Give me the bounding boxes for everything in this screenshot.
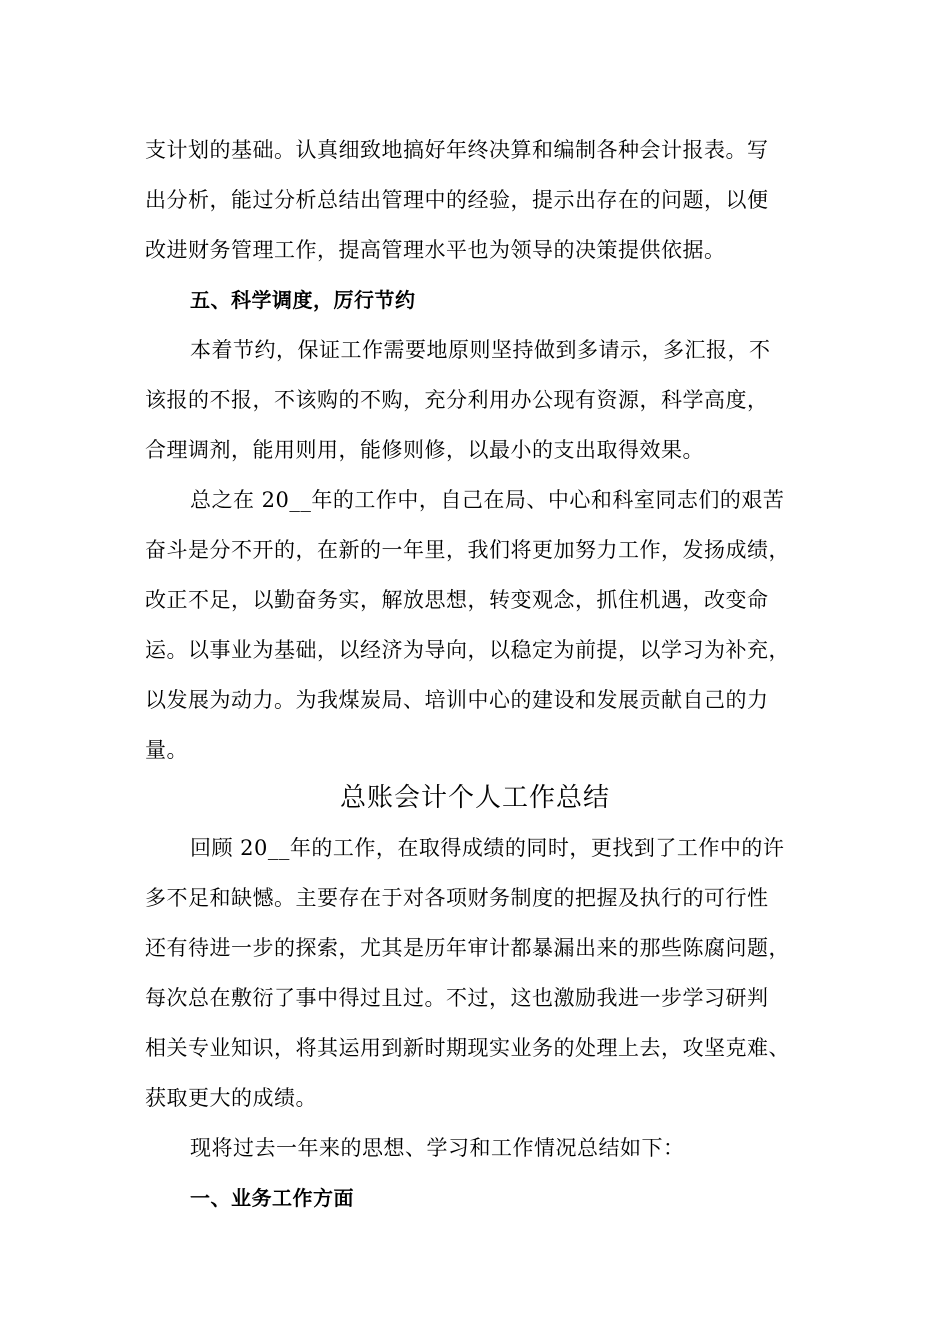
text-line: 现将过去一年来的思想、学习和工作情况总结如下： — [190, 1136, 685, 1160]
text-line: 多不足和缺憾。主要存在于对各项财务制度的把握及执行的可行性 — [145, 886, 769, 910]
text-line: 每次总在敷衍了事中得过且过。不过，这也激励我进一步学习研判 — [145, 986, 769, 1010]
text-line: 以发展为动力。为我煤炭局、培训中心的建设和发展贡献自己的力 — [145, 688, 769, 712]
section-heading: 五、科学调度，厉行节约 — [190, 288, 416, 312]
text-line: 改正不足，以勤奋务实，解放思想，转变观念，抓住机遇，改变命 — [145, 588, 769, 612]
text-line: 还有待进一步的探索，尤其是历年审计都暴漏出来的那些陈腐问题， — [145, 936, 790, 960]
text-line: 支计划的基础。认真细致地搞好年终决算和编制各种会计报表。写 — [145, 138, 769, 162]
text-line: 出分析，能过分析总结出管理中的经验，提示出存在的问题，以便 — [145, 188, 769, 212]
text-line: 量。 — [145, 738, 188, 762]
text-line: 奋斗是分不开的，在新的一年里，我们将更加努力工作，发扬成绩， — [145, 538, 790, 562]
document-title: 总账会计个人工作总结 — [339, 783, 610, 813]
section-heading: 一、业务工作方面 — [190, 1186, 354, 1210]
text-line: 获取更大的成绩。 — [145, 1086, 317, 1110]
text-line: 合理调剂，能用则用，能修则修，以最小的支出取得效果。 — [145, 438, 704, 462]
text-line: 回顾 20__年的工作，在取得成绩的同时，更找到了工作中的许 — [190, 836, 785, 860]
text-line: 改进财务管理工作，提高管理水平也为领导的决策提供依据。 — [145, 238, 726, 262]
text-line: 该报的不报，不该购的不购，充分利用办公现有资源，科学高度， — [145, 388, 769, 412]
text-line: 本着节约，保证工作需要地原则坚持做到多请示，多汇报，不 — [190, 338, 771, 362]
text-line: 总之在 20__年的工作中，自己在局、中心和科室同志们的艰苦 — [190, 488, 785, 512]
text-line: 运。以事业为基础，以经济为导向，以稳定为前提，以学习为补充， — [145, 638, 790, 662]
text-line: 相关专业知识，将其运用到新时期现实业务的处理上去，攻坚克难、 — [145, 1036, 790, 1060]
